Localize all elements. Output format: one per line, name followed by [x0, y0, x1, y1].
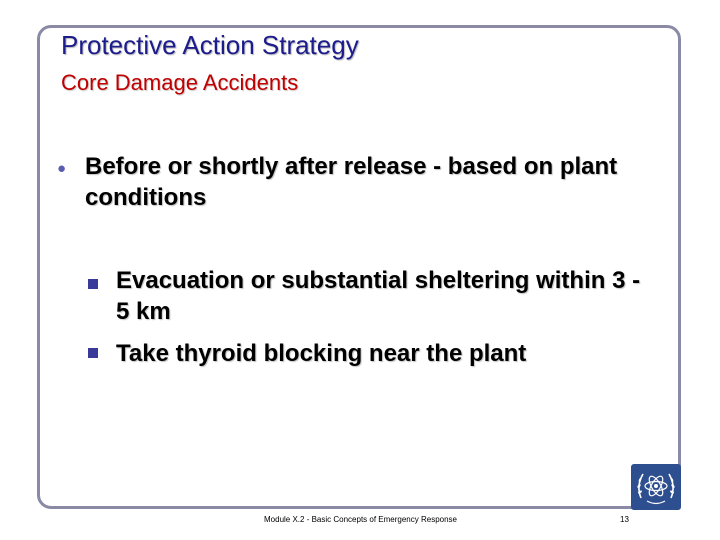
footer-page-number: 13	[620, 515, 629, 524]
slide-title: Protective Action Strategy	[61, 30, 359, 60]
bullet-marker-icon: ●	[57, 160, 67, 177]
sub-bullet-text: Evacuation or substantial sheltering within 3 - 5 km	[116, 267, 641, 325]
bullet-text: Before or shortly after release - based on plant conditions	[85, 153, 618, 211]
slide-subtitle: Core Damage Accidents	[61, 70, 299, 95]
sub-bullet-text: Take thyroid blocking near the plant	[116, 340, 527, 367]
sub-bullet-marker-icon	[88, 279, 98, 289]
iaea-logo-icon	[631, 464, 681, 510]
sub-bullet-marker-icon	[88, 348, 98, 358]
footer-module-text: Module X.2 - Basic Concepts of Emergency Response	[264, 515, 457, 524]
